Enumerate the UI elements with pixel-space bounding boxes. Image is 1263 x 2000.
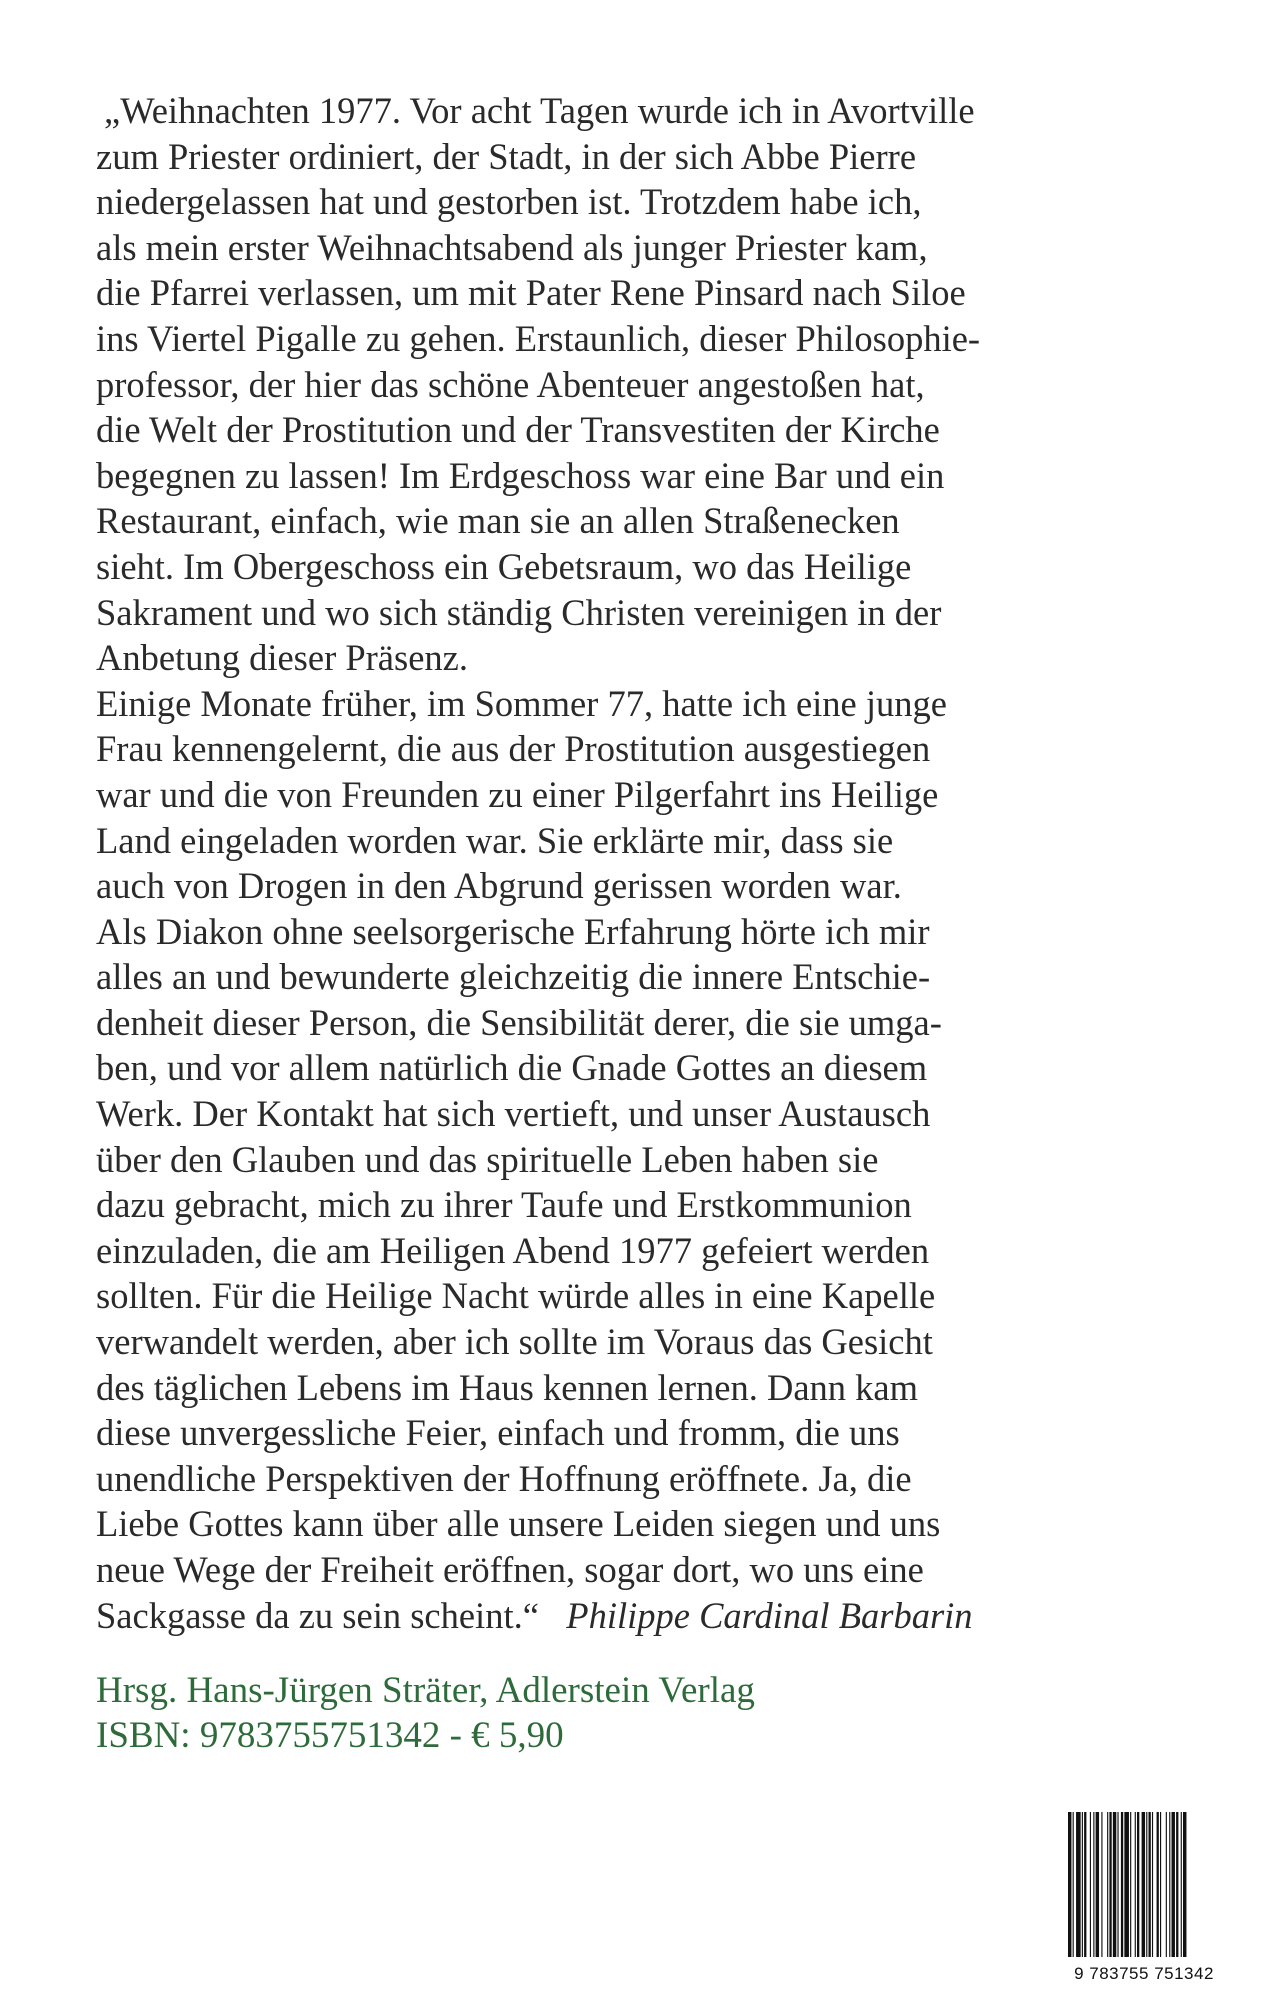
quote-line: Restaurant, einfach, wie man sie an allen Straßenecken [96, 500, 900, 542]
quote-line: über den Glauben und das spirituelle Leben haben sie [96, 1138, 879, 1180]
quote-line: unendliche Perspektiven der Hoffnung eröffnete. Ja, die [96, 1457, 912, 1499]
cover-quote [96, 88, 1176, 1638]
quote-line: Als Diakon ohne seelsorgerische Erfahrung hörte ich mir [96, 910, 930, 952]
quote-line: alles an und bewunderte gleichzeitig die innere Entschie- [96, 956, 931, 998]
quote-closing-text: Sackgasse da zu sein scheint.“ [96, 1594, 539, 1636]
quote-line: begegnen zu lassen! Im Erdgeschoss war eine Bar und ein [96, 454, 945, 496]
quote-line: Anbetung dieser Präsenz. [96, 637, 468, 679]
quote-line: die Welt der Prostitution und der Transvestiten der Kirche [96, 409, 940, 451]
quote-line: des täglichen Lebens im Haus kennen lernen. Dann kam [96, 1366, 918, 1408]
quote-line: neue Wege der Freiheit eröffnen, sogar dort, wo uns eine [96, 1549, 924, 1590]
publisher-info [96, 1668, 755, 1758]
quote-line: zum Priester ordiniert, der Stadt, in der sich Abbe Pierre [96, 135, 917, 177]
quote-line: ins Viertel Pigalle zu gehen. Erstaunlich, dieser Philosophie- [96, 317, 981, 359]
quote-line: Werk. Der Kontakt hat sich vertieft, und unser Austausch [96, 1093, 931, 1135]
quote-line: sieht. Im Obergeschoss ein Gebetsraum, wo das Heilige [96, 545, 912, 587]
quote-line: dazu gebracht, mich zu ihrer Taufe und Erstkommunion [96, 1184, 912, 1226]
quote-line: die Pfarrei verlassen, um mit Pater Rene Pinsard nach Siloe [96, 272, 966, 314]
quote-line: ben, und vor allem natürlich die Gnade Gottes an diesem [96, 1047, 928, 1089]
quote-line: diese unvergessliche Feier, einfach und fromm, die uns [96, 1412, 900, 1454]
barcode-digits: 9 783755 751342 [1074, 1964, 1214, 1983]
quote-line: niedergelassen hat und gestorben ist. Trotzdem habe ich, [96, 181, 922, 223]
quote-line: auch von Drogen in den Abgrund gerissen worden war. [96, 865, 902, 907]
barcode-bars [1064, 1812, 1224, 1962]
quote-last-line [96, 1593, 1176, 1639]
quote-line: Liebe Gottes kann über alle unsere Leiden siegen und uns [96, 1503, 941, 1545]
quote-line: verwandelt werden, aber ich sollte im Voraus das Gesicht [96, 1321, 933, 1363]
quote-line: „Weihnachten 1977. Vor acht Tagen wurde ich in Avortville [104, 90, 975, 131]
quote-author: Philippe Cardinal Barbarin [566, 1594, 973, 1636]
quote-line: denheit dieser Person, die Sensibilität derer, die sie umga- [96, 1001, 942, 1043]
quote-line: Einige Monate früher, im Sommer 77, hatte ich eine junge [96, 682, 947, 724]
editor-line: Hrsg. Hans-Jürgen Sträter, Adlerstein Verlag [96, 1670, 755, 1711]
isbn-line: ISBN: 9783755751342 - € 5,90 [96, 1715, 564, 1756]
quote-line: Land eingeladen worden war. Sie erklärte mir, dass sie [96, 819, 894, 861]
quote-line: sollten. Für die Heilige Nacht würde alles in eine Kapelle [96, 1275, 936, 1317]
isbn-barcode [1064, 1812, 1224, 1992]
quote-line: einzuladen, die am Heiligen Abend 1977 gefeiert werden [96, 1229, 930, 1271]
quote-line: war und die von Freunden zu einer Pilgerfahrt ins Heilige [96, 773, 939, 815]
quote-line: Sakrament und wo sich ständig Christen vereinigen in der [96, 591, 942, 633]
quote-line: professor, der hier das schöne Abenteuer angestoßen hat, [96, 363, 925, 405]
quote-line: Frau kennengelernt, die aus der Prostitution ausgestiegen [96, 728, 931, 770]
quote-line: als mein erster Weihnachtsabend als junger Priester kam, [96, 226, 928, 268]
